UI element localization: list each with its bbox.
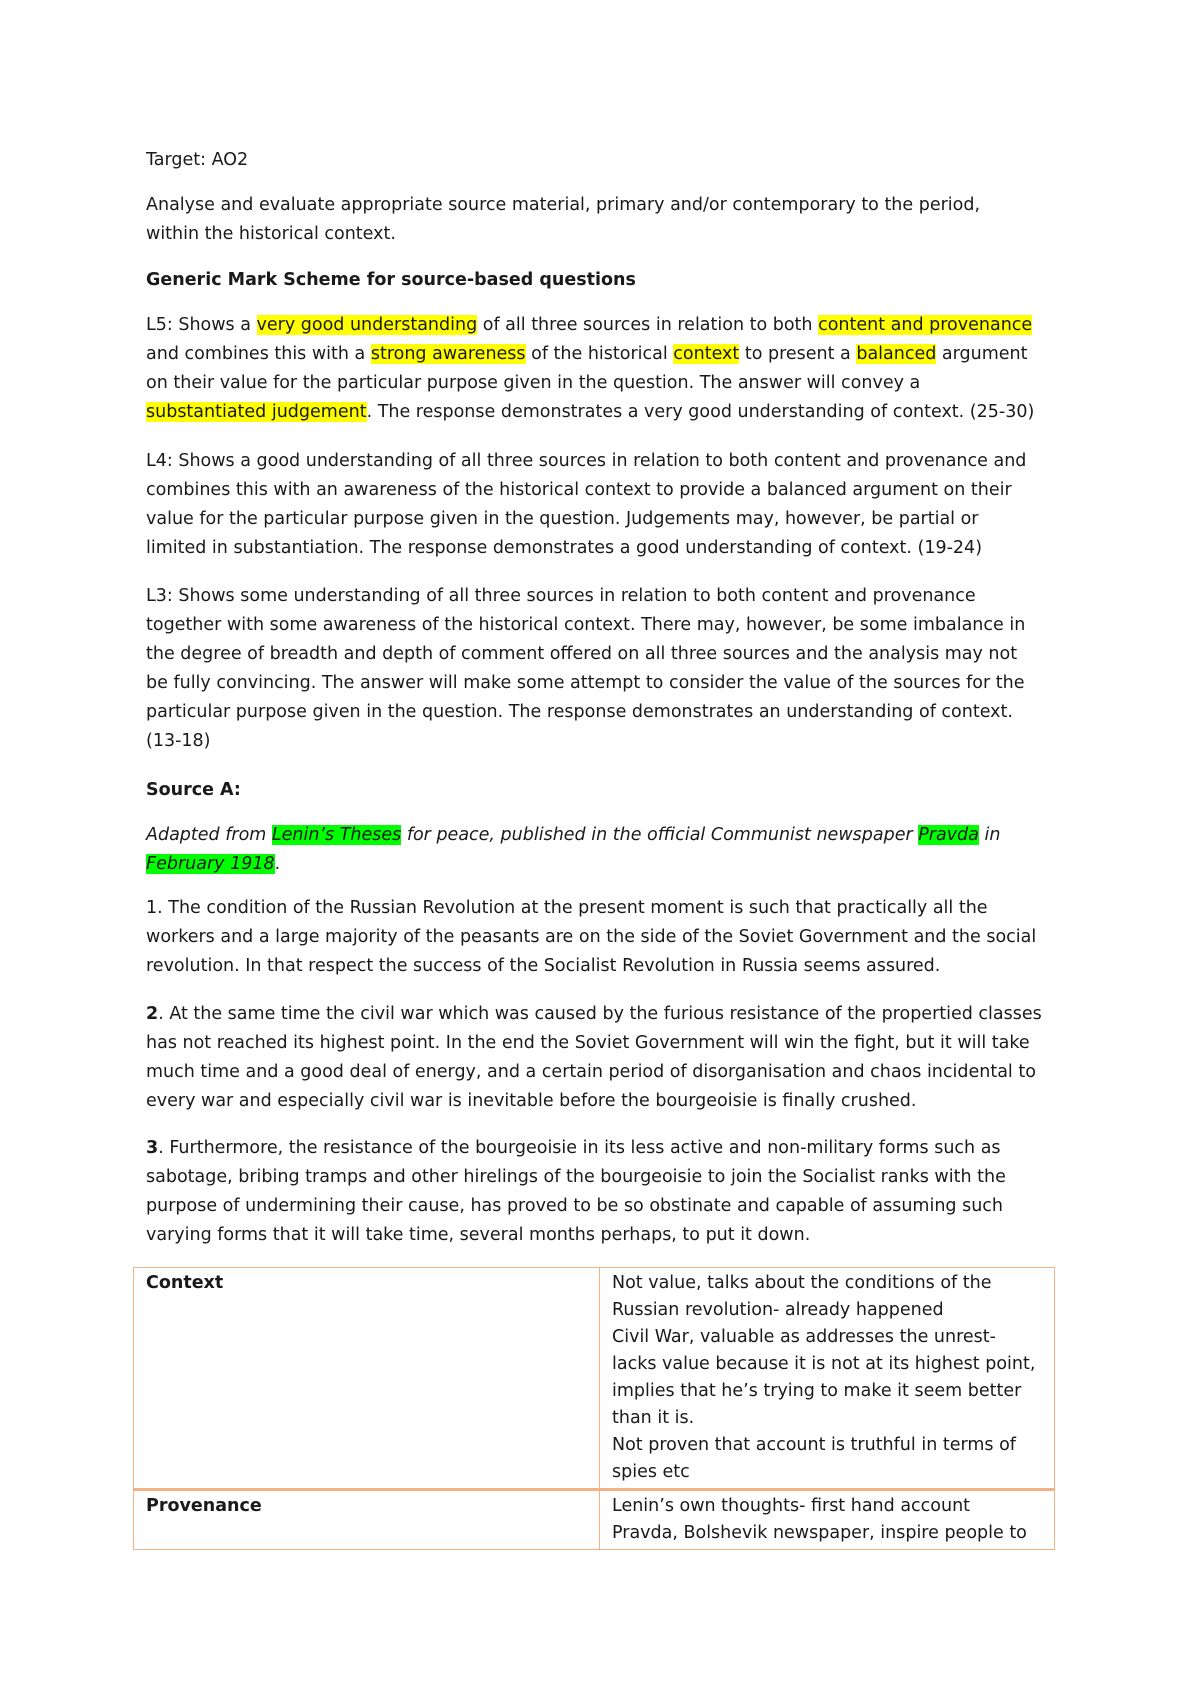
- table-row: [134, 1490, 1055, 1550]
- highlight: content and provenance: [818, 315, 1033, 335]
- level-3-paragraph: [146, 582, 1066, 756]
- l3-line: together with some awareness of the historical context. There may, however, be some imbalance in: [146, 615, 1026, 635]
- text: Adapted from: [146, 825, 272, 845]
- text: of all three sources in relation to both: [477, 315, 819, 335]
- level-5-paragraph: [146, 311, 1066, 427]
- l3-line: L3: Shows some understanding of all three sources in relation to both content and provenance: [146, 586, 976, 606]
- note-line: Not value, talks about the conditions of the: [612, 1273, 992, 1293]
- highlight: very good understanding: [256, 315, 478, 335]
- intro-line: within the historical context.: [146, 224, 396, 244]
- row-notes: [600, 1490, 1055, 1550]
- thesis-line: has not reached its highest point. In the end the Soviet Government will win the fight, but it will take: [146, 1033, 1030, 1053]
- thesis-line: revolution. In that respect the success of the Socialist Revolution in Russia seems assured.: [146, 956, 941, 976]
- thesis-line: varying forms that it will take time, several months perhaps, to put it down.: [146, 1225, 811, 1245]
- note-line: Lenin’s own thoughts- first hand account: [612, 1496, 971, 1516]
- highlight: February 1918: [146, 854, 275, 874]
- text: L5: Shows a: [146, 315, 257, 335]
- source-desc-line: [146, 850, 1066, 879]
- note-line: than it is.: [612, 1408, 695, 1428]
- l4-line: L4: Shows a good understanding of all three sources in relation to both content and provenance and: [146, 451, 1027, 471]
- thesis-number: 1: [146, 898, 158, 918]
- thesis-number: 3: [146, 1138, 159, 1158]
- thesis-line: purpose of undermining their cause, has proved to be so obstinate and capable of assuming such: [146, 1196, 1004, 1216]
- text: to present a: [739, 344, 857, 364]
- l3-line: (13-18): [146, 731, 211, 751]
- l4-line: combines this with an awareness of the historical context to provide a balanced argument on their: [146, 480, 1012, 500]
- note-line: Russian revolution- already happened: [612, 1300, 944, 1320]
- highlight: strong awareness: [370, 344, 526, 364]
- thesis-1: [146, 894, 1066, 981]
- l5-line: [146, 340, 1066, 369]
- note-line: Not proven that account is truthful in terms of: [612, 1435, 1016, 1455]
- row-label: Context: [134, 1268, 600, 1490]
- note-line: implies that he’s trying to make it seem better: [612, 1381, 1022, 1401]
- thesis-line: workers and a large majority of the peasants are on the side of the Soviet Government and the social: [146, 927, 1037, 947]
- highlight: context: [673, 344, 740, 364]
- thesis-line: [146, 894, 1066, 923]
- row-label: Provenance: [134, 1490, 600, 1550]
- highlight: Pravda: [918, 825, 979, 845]
- table-row: [134, 1268, 1055, 1490]
- text: argument: [936, 344, 1028, 364]
- thesis-line: sabotage, bribing tramps and other hirelings of the bourgeoisie to join the Socialist ranks with the: [146, 1167, 1006, 1187]
- intro-line: Analyse and evaluate appropriate source material, primary and/or contemporary to the period,: [146, 195, 981, 215]
- note-line: Civil War, valuable as addresses the unrest-: [612, 1327, 996, 1347]
- mark-scheme-heading: Generic Mark Scheme for source-based questions: [146, 270, 636, 290]
- intro-paragraph: [146, 191, 980, 249]
- source-desc-line: [146, 821, 1066, 850]
- thesis-line: [146, 1000, 1066, 1029]
- thesis-2: [146, 1000, 1066, 1116]
- text: and combines this with a: [146, 344, 371, 364]
- l3-line: the degree of breadth and depth of comment offered on all three sources and the analysis may not: [146, 644, 1018, 664]
- thesis-number: 2: [146, 1004, 159, 1024]
- row-notes: [600, 1268, 1055, 1490]
- analysis-table: [133, 1267, 1055, 1550]
- text: of the historical: [525, 344, 674, 364]
- thesis-line: every war and especially civil war is inevitable before the bourgeoisie is finally crushed.: [146, 1091, 917, 1111]
- note-line: spies etc: [612, 1462, 690, 1482]
- thesis-line: much time and a good deal of energy, and a certain period of disorganisation and chaos incidental to: [146, 1062, 1036, 1082]
- l4-line: value for the particular purpose given in the question. Judgements may, however, be partial or: [146, 509, 979, 529]
- thesis-3: [146, 1134, 1066, 1250]
- source-a-description: [146, 821, 1066, 879]
- thesis-line: [146, 1134, 1066, 1163]
- note-line: lacks value because it is not at its highest point,: [612, 1354, 1036, 1374]
- highlight: substantiated judgement: [146, 402, 367, 422]
- text: .: [274, 854, 281, 874]
- text: . Furthermore, the resistance of the bourgeoisie in its less active and non-military forms such as: [158, 1138, 1001, 1158]
- l4-line: limited in substantiation. The response demonstrates a good understanding of context. (19-24): [146, 538, 983, 558]
- highlight: balanced: [856, 344, 937, 364]
- l5-line: on their value for the particular purpose given in the question. The answer will convey a: [146, 373, 921, 393]
- note-line: Pravda, Bolshevik newspaper, inspire people to: [612, 1523, 1027, 1543]
- level-4-paragraph: [146, 447, 1066, 563]
- text: . At the same time the civil war which was caused by the furious resistance of the propertied classes: [158, 1004, 1042, 1024]
- text: in: [978, 825, 1001, 845]
- text: . The response demonstrates a very good understanding of context. (25-30): [366, 402, 1035, 422]
- source-a-heading: Source A:: [146, 780, 241, 800]
- l5-line: [146, 311, 1066, 340]
- text: . The condition of the Russian Revolution at the present moment is such that practically all the: [157, 898, 988, 918]
- l5-line: [146, 398, 1066, 427]
- text: for peace, published in the official Communist newspaper: [401, 825, 919, 845]
- l3-line: be fully convincing. The answer will make some attempt to consider the value of the sources for the: [146, 673, 1025, 693]
- highlight: Lenin’s Theses: [271, 825, 402, 845]
- target-line: Target: AO2: [146, 150, 249, 170]
- l3-line: particular purpose given in the question. The response demonstrates an understanding of context.: [146, 702, 1013, 722]
